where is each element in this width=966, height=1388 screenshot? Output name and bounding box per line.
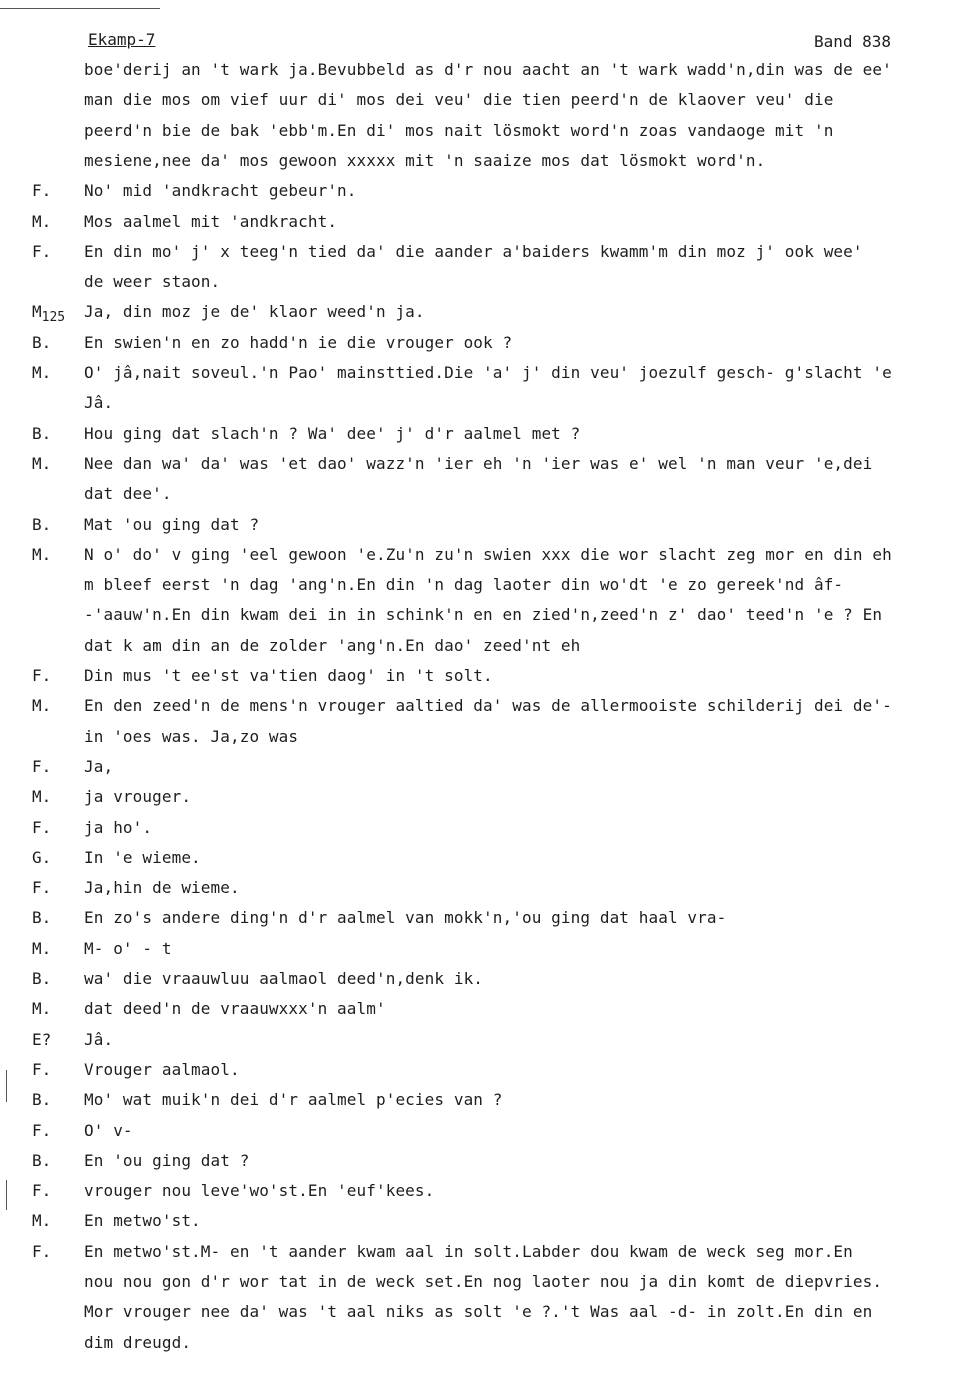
- speaker-label: F.: [32, 241, 52, 261]
- transcript-line: [0, 270, 966, 300]
- speaker-label: F.: [32, 1120, 52, 1140]
- utterance-text: Mos aalmel mit 'andkracht.: [84, 211, 338, 231]
- speaker-label: G.: [32, 847, 52, 867]
- utterance-text: ja vrouger.: [84, 787, 192, 807]
- top-rule: [0, 8, 160, 9]
- utterance-text: man die mos om vief uur di' mos dei veu' die tien peerd'n de klaover veu' die: [84, 90, 834, 110]
- transcript-line: [0, 1088, 966, 1118]
- utterance-text: Ja,: [84, 756, 114, 776]
- utterance-text: in 'oes was. Ja,zo was: [84, 726, 299, 746]
- transcript-line: [0, 179, 966, 209]
- transcript-line: [0, 694, 966, 724]
- transcript-line: [0, 1149, 966, 1179]
- utterance-text: -'aauw'n.En din kwam dei in in schink'n en en zied'n,zeed'n z' dao' teed'n 'e ? En: [84, 605, 883, 625]
- utterance-text: m bleef eerst 'n dag 'ang'n.En din 'n dag laoter din wo'dt 'e zo gereek'nd âf-: [84, 575, 844, 595]
- utterance-text: En metwo'st.M- en 't aander kwam aal in solt.Labder dou kwam de weck seg mor.En: [84, 1241, 853, 1261]
- speaker-label: M.: [32, 999, 52, 1019]
- transcript-line: [0, 1240, 966, 1270]
- utterance-text: Mo' wat muik'n dei d'r aalmel p'ecies van ?: [84, 1090, 503, 1110]
- transcript-line: [0, 300, 966, 330]
- speaker-label: M.: [32, 211, 52, 231]
- utterance-text: Jâ.: [84, 393, 114, 413]
- speaker-label: F.: [32, 181, 52, 201]
- utterance-text: No' mid 'andkracht gebeur'n.: [84, 181, 357, 201]
- utterance-text: Mat 'ou ging dat ?: [84, 514, 260, 534]
- transcript-line: [0, 1300, 966, 1330]
- utterance-text: Ja, din moz je de' klaor weed'n ja.: [84, 302, 425, 322]
- transcript-line: [0, 1119, 966, 1149]
- speaker-label: B.: [32, 514, 52, 534]
- transcript-line: [0, 876, 966, 906]
- speaker-label: $M_{125}$: [32, 302, 66, 326]
- speaker-label: F.: [32, 756, 52, 776]
- transcript-line: [0, 58, 966, 88]
- speaker-label: B.: [32, 1090, 52, 1110]
- utterance-text: Mor vrouger nee da' was 't aal niks as solt 'e ?.'t Was aal -d- in zolt.En din en: [84, 1302, 873, 1322]
- utterance-text: En zo's andere ding'n d'r aalmel van mokk'n,'ou ging dat haal vra-: [84, 908, 727, 928]
- speaker-label: M.: [32, 938, 52, 958]
- transcript-line: [0, 240, 966, 270]
- speaker-label: B.: [32, 1150, 52, 1170]
- transcript-line: [0, 755, 966, 785]
- utterance-text: ja ho'.: [84, 817, 153, 837]
- speaker-label: M.: [32, 787, 52, 807]
- speaker-label: F.: [32, 1181, 52, 1201]
- speaker-label: B.: [32, 908, 52, 928]
- transcript-line: [0, 1058, 966, 1088]
- transcript-line: [0, 967, 966, 997]
- utterance-text: En den zeed'n de mens'n vrouger aaltied da' was de allermooiste schilderij dei de'-: [84, 696, 892, 716]
- margin-mark: [6, 1070, 7, 1102]
- utterance-text: nou nou gon d'r wor tat in de weck set.En nog laoter nou ja din komt de diepvries.: [84, 1272, 883, 1291]
- utterance-text: In 'e wieme.: [84, 847, 201, 867]
- margin-mark: [6, 1180, 7, 1210]
- utterance-text: dat deed'n de vraauwxxx'n aalm': [84, 999, 386, 1019]
- speaker-label: B.: [32, 423, 52, 443]
- speaker-label: F.: [32, 878, 52, 898]
- transcript-line: [0, 634, 966, 664]
- transcript-line: [0, 785, 966, 815]
- utterance-text: O' v-: [84, 1120, 133, 1140]
- transcript-line: [0, 149, 966, 179]
- utterance-text: En swien'n en zo hadd'n ie die vrouger ook ?: [84, 332, 513, 352]
- transcript-line: [0, 603, 966, 633]
- transcript-line: [0, 1209, 966, 1239]
- transcript-line: [0, 422, 966, 452]
- transcript-line: [0, 210, 966, 240]
- transcript-line: [0, 452, 966, 482]
- transcript-line: [0, 119, 966, 149]
- utterance-text: vrouger nou leve'wo'st.En 'euf'kees.: [84, 1181, 435, 1201]
- utterance-text: dat dee'.: [84, 484, 172, 504]
- speaker-label: M.: [32, 696, 52, 716]
- transcript-line: [0, 816, 966, 846]
- utterance-text: de weer staon.: [84, 272, 221, 292]
- utterance-text: Din mus 't ee'st va'tien daog' in 't solt.: [84, 666, 493, 685]
- utterance-text: dat k am din an de zolder 'ang'n.En dao' zeed'nt eh: [84, 635, 581, 655]
- transcript-line: [0, 906, 966, 936]
- transcript-line: [0, 391, 966, 421]
- utterance-text: Vrouger aalmaol.: [84, 1059, 240, 1079]
- utterance-text: Ja,hin de wieme.: [84, 878, 240, 898]
- page-header-title: Ekamp-7: [88, 30, 156, 49]
- utterance-text: boe'derij an 't wark ja.Bevubbeld as d'r nou aacht an 't wark wadd'n,din was de ee': [84, 60, 892, 79]
- speaker-label: B.: [32, 332, 52, 352]
- transcript-line: [0, 1179, 966, 1209]
- transcript-line: [0, 997, 966, 1027]
- speaker-label: F.: [32, 1241, 52, 1261]
- speaker-label: M.: [32, 363, 52, 382]
- speaker-label: M.: [32, 544, 52, 564]
- utterance-text: peerd'n bie de bak 'ebb'm.En di' mos nait lösmokt word'n zoas vandaoge mit 'n: [84, 120, 834, 140]
- speaker-label: F.: [32, 1059, 52, 1079]
- tape-counter: 125: [41, 310, 66, 326]
- utterance-text: Hou ging dat slach'n ? Wa' dee' j' d'r aalmel met ?: [84, 423, 581, 443]
- transcript-line: [0, 482, 966, 512]
- transcript-line: [0, 1270, 966, 1300]
- utterance-text: En din mo' j' x teeg'n tied da' die aander a'baiders kwamm'm din moz j' ook wee': [84, 241, 863, 261]
- transcript-line: [0, 1331, 966, 1361]
- speaker-label: M.: [32, 1211, 52, 1231]
- utterance-text: M- o' - t: [84, 938, 172, 958]
- page-header-band: Band 838: [814, 32, 892, 51]
- speaker-label: B.: [32, 969, 52, 988]
- transcript-line: [0, 88, 966, 118]
- utterance-text: dim dreugd.: [84, 1332, 192, 1352]
- utterance-text: mesiene,nee da' mos gewoon ﻿xxxxx mit 'n saaize mos dat lösmokt word'n.: [84, 150, 766, 170]
- transcript-line: [0, 361, 966, 391]
- transcript-line: [0, 846, 966, 876]
- utterance-text: wa' die vraauwluu aalmaol deed'n,denk ik.: [84, 969, 484, 988]
- utterance-text: En 'ou ging dat ?: [84, 1150, 250, 1170]
- speaker-label: E?: [32, 1029, 52, 1049]
- transcript-line: [0, 331, 966, 361]
- transcript-line: [0, 1028, 966, 1058]
- transcript-line: [0, 664, 966, 694]
- transcript-line: [0, 573, 966, 603]
- speaker-label: M.: [32, 453, 52, 473]
- utterance-text: O' jâ,nait soveul.'n Pao' mainsttied.Die 'a' j' din veu' joezulf gesch- g'slacht 'e: [84, 363, 892, 382]
- speaker-label: F.: [32, 666, 52, 685]
- transcript-line: [0, 937, 966, 967]
- transcript-line: [0, 513, 966, 543]
- utterance-text: En metwo'st.: [84, 1211, 201, 1231]
- speaker-label: F.: [32, 817, 52, 837]
- transcript-line: [0, 725, 966, 755]
- transcript-line: [0, 543, 966, 573]
- utterance-text: Jâ.: [84, 1029, 114, 1049]
- utterance-text: Nee dan wa' da' was 'et dao' wazz'n 'ier eh 'n 'ier was e' wel 'n man veur 'e,dei: [84, 453, 873, 473]
- utterance-text: N o' do' v ging 'eel gewoon 'e.Zu'n zu'n swien xxx die wor slacht zeg mor en din eh: [84, 544, 892, 564]
